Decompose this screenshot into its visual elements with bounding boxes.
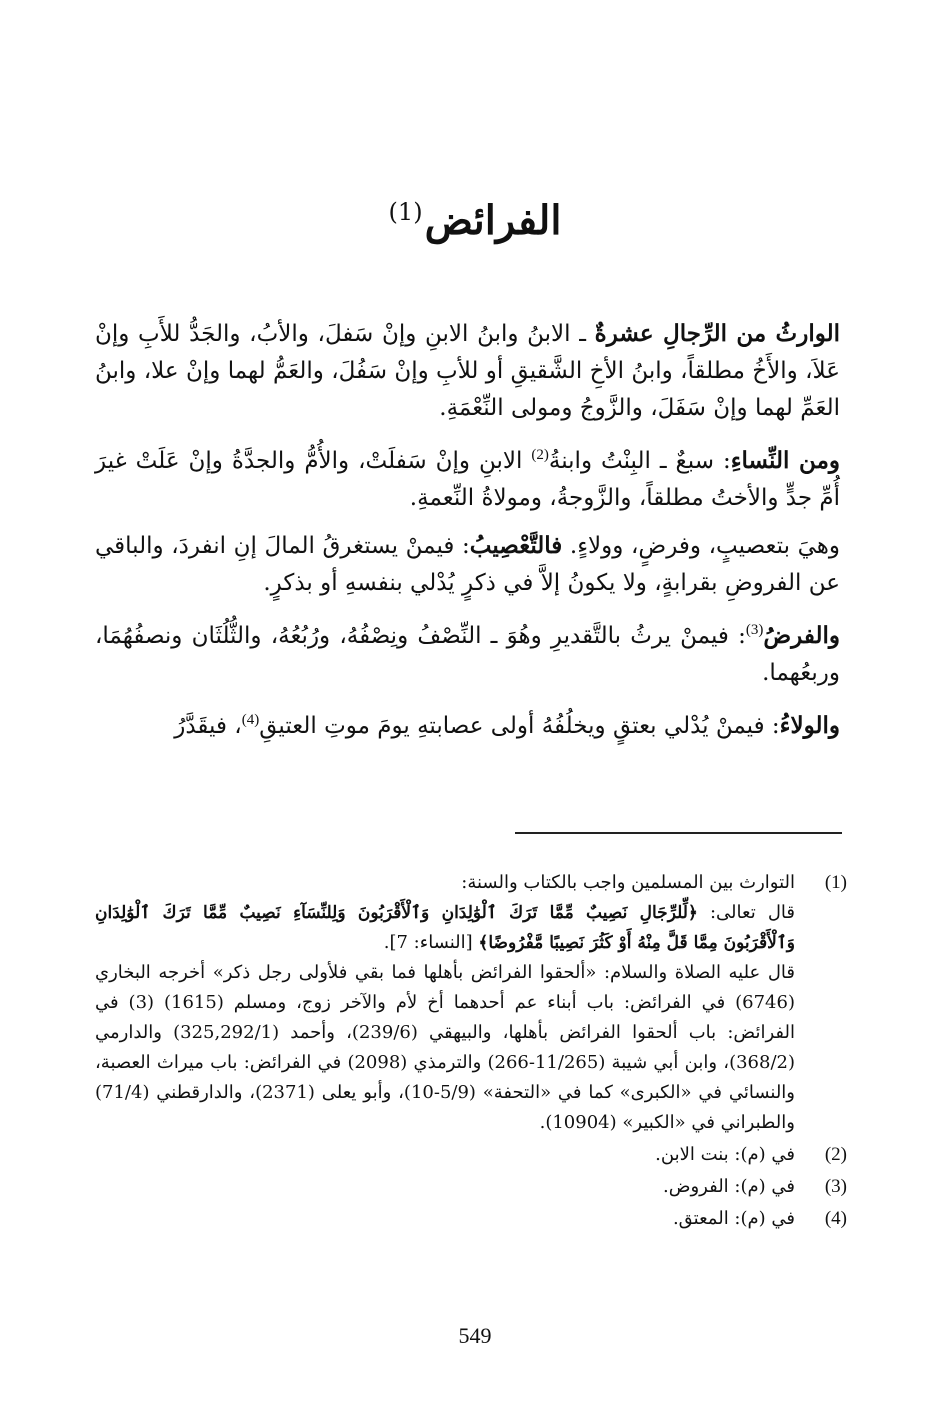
footnotes bbox=[95, 868, 847, 1236]
paragraph-walaa bbox=[95, 702, 840, 745]
footnote-ref-2: (2) bbox=[531, 447, 549, 463]
term-fard: والفرضُ bbox=[763, 622, 840, 649]
paragraph-male-heirs bbox=[95, 315, 840, 427]
paragraph-fard bbox=[95, 612, 840, 692]
footnote-2 bbox=[95, 1140, 847, 1170]
footnote-number: (4) bbox=[824, 1208, 847, 1229]
footnote-1 bbox=[95, 868, 847, 1138]
footnote-line: التوارث بين المسلمين واجب بالكتاب والسنة: bbox=[461, 872, 795, 893]
paragraph-text: ـ الابنُ وابنُ الابنِ وإنْ سَفلَ، والأبُ، والجَدُّ للأَبِ وإنْ عَلاَ، والأَخُ مطلقاً، وابنُ الأخِ الشَّقيقِ أو للأبِ وإنْ سَفُلَ، والعَمُّ لهما وإنْ علا، وابنُ العَمِّ لهما وإنْ سَفَلَ، والزَّوجُ ومولى النِّعْمَةِ. bbox=[95, 321, 840, 421]
paragraph-text: : فيمنْ يستغرقُ المالَ إنِ انفردَ، والباقي عن الفروضِ بقرابةٍ، ولا يكونُ إلاَّ في ذكرٍ يُدْلي بنفسهِ أو بذكرٍ. bbox=[95, 533, 840, 596]
title-footnote-mark: (1) bbox=[388, 198, 423, 226]
term-walaa: والولاءُ bbox=[779, 712, 840, 739]
main-text bbox=[95, 315, 840, 755]
footnote-text: [النساء: 7]. bbox=[383, 932, 479, 953]
footnote-ref-3: (3) bbox=[745, 622, 764, 638]
paragraph-text: وهيَ بتعصيبٍ، وفرضٍ، وولاءٍ. bbox=[562, 533, 840, 559]
footnote-body bbox=[95, 868, 795, 1138]
footnote-body: في (م): المعتق. bbox=[672, 1208, 795, 1229]
page-number: 549 bbox=[458, 1323, 492, 1348]
chapter-title bbox=[0, 182, 950, 251]
footnote-number: (2) bbox=[824, 1144, 847, 1165]
footnote-body: في (م): الفروض. bbox=[662, 1176, 795, 1197]
term-taasib: فالتَّعْصِيبُ bbox=[469, 532, 563, 559]
paragraph-text: ، فيقَدَّرُ bbox=[174, 713, 242, 739]
term-male-heirs: الوارثُ من الرِّجالِ عشرةٌ bbox=[594, 320, 840, 347]
footnote-body: في (م): بنت الابن. bbox=[655, 1144, 795, 1165]
footnote-ref-4: (4) bbox=[241, 712, 260, 728]
footnote-text: قال تعالى: bbox=[697, 902, 795, 923]
footnote-hadith: قال عليه الصلاة والسلام: «ألحقوا الفرائض بأهلها فما بقي فلأولى رجل ذكر» أخرجه البخاري (6746) في الفرائض: باب أبناء عم أحدهما أخ لأم والآخر زوج، ومسلم (1615) (3) في الفرائض: باب ألحقوا الفرائض بأهلها، والبيهقي (239/6)، وأحمد (325,292/1) والدارمي (368/2)، وابن أبي شيبة (11/265-266) والترمذي (2098) في الفرائض: باب ميراث العصبة، والنسائي في «الكبرى» كما في «التحفة» (5/9-10)، وأبو يعلى (2371)، والدارقطني (71/4) والطبراني في «الكبير» (10904). bbox=[95, 962, 795, 1133]
footnote-separator bbox=[515, 832, 842, 834]
paragraph-text: : سبعٌ ـ البِنْتُ وابنةُ bbox=[548, 448, 731, 474]
footnote-quran-line bbox=[95, 898, 795, 958]
term-female-heirs: ومن النِّساءِ bbox=[730, 447, 840, 474]
footnote-number: (3) bbox=[824, 1176, 847, 1197]
chapter-title-text: الفرائض bbox=[424, 197, 562, 244]
paragraph-taasib bbox=[95, 527, 840, 602]
paragraph-text: الابنِ وإنْ سَفلَتْ، والأُمُّ والجدَّةُ وإنْ عَلَتْ غيرَ أُمِّ جدٍّ والأختُ مطلقاً، والزَّوجةُ، ومولاةُ النِّعمةِ. bbox=[95, 448, 840, 511]
paragraph-text: : فيمنْ يرثُ بالتَّقديرِ وهُوَ ـ النِّصْفُ ونِصْفُهُ، ورُبُعُهُ، والثُّلُثَان ونصفُهُمَا، وربعُهما. bbox=[95, 623, 840, 686]
paragraph-female-heirs bbox=[95, 437, 840, 517]
paragraph-text: : فيمنْ يُدْلي بعتقٍ ويخلُفُهُ أولى عصابتهِ يومَ موتِ العتيقِ bbox=[259, 713, 780, 739]
quran-verse: ﴿لِّلرِّجَالِ نَصِيبٌ مِّمَّا تَرَكَ ٱلْوَٰلِدَانِ وَٱلْأَقْرَبُونَ وَلِلنِّسَآءِ نَصِيبٌ مِّمَّا تَرَكَ ٱلْوَٰلِدَانِ وَٱلْأَقْرَبُونَ مِمَّا قَلَّ مِنْهُ أَوْ كَثُرَ نَصِيبًا مَّفْرُوضًا﴾ bbox=[95, 903, 795, 953]
footnote-4 bbox=[95, 1204, 847, 1234]
footnote-number: (1) bbox=[824, 872, 847, 893]
footnote-3 bbox=[95, 1172, 847, 1202]
